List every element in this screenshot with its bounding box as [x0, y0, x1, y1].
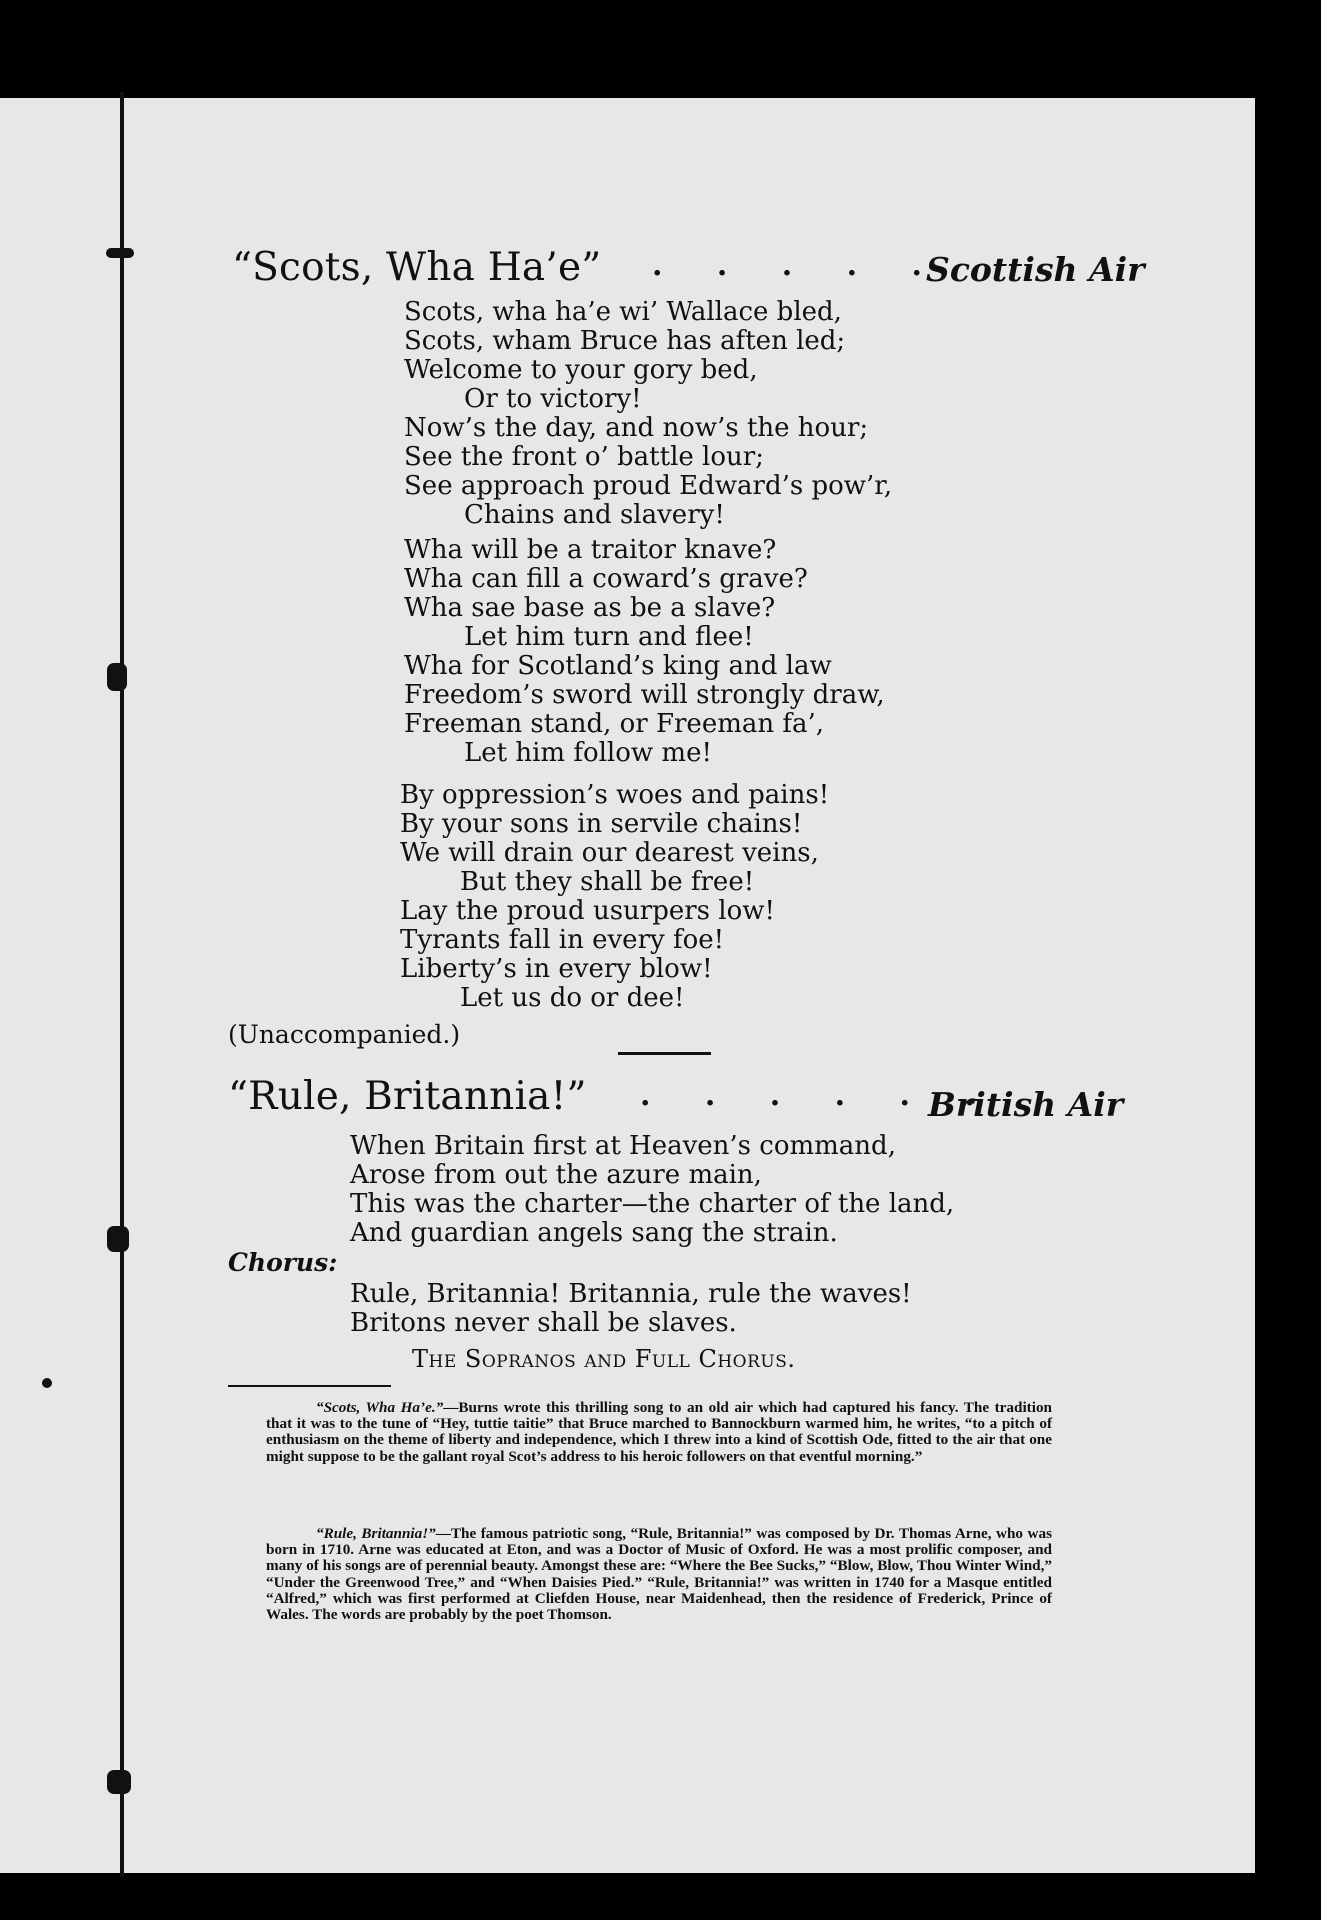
verse-line: Wha sae base as be a slave? — [404, 593, 776, 623]
leader-dots: . . . . . . — [640, 1078, 997, 1113]
footnote-rule — [228, 1385, 391, 1387]
footnote-title: “Rule, Britannia!” — [316, 1525, 436, 1542]
footnote — [266, 1526, 1052, 1623]
verse-line: Chains and slavery! — [464, 500, 725, 530]
chorus-line: Rule, Britannia! Britannia, rule the waves! — [350, 1279, 912, 1309]
verse-line: When Britain first at Heaven’s command, — [350, 1131, 896, 1161]
binding-staple — [106, 248, 134, 258]
footnote — [266, 1400, 1052, 1465]
binding-staple — [107, 663, 127, 691]
footnote-text: —The famous patriotic song, “Rule, Britannia!” was composed by Dr. Thomas Arne, who was born in 1710. Arne was educated at Eton, and was a Doctor of Music of Oxford. He was a most prolific composer, and many of his songs are of perennial beauty. Amongst these are: “Where the Bee Sucks,” “Blow, Blow, Thou Winter Wind,” “Under the Greenwood Tree,” and “When Daisies Pied.” “Rule, Britannia!” was written in 1740 for a Masque entitled “Alfred,” which was first performed at Cliefden House, near Maidenhead, then the residence of Frederick, Prince of Wales. The words are probably by the poet Thomson. — [266, 1525, 1052, 1624]
verse-line: Scots, wham Bruce has aften led; — [404, 326, 846, 356]
verse-line: Arose from out the azure main, — [350, 1160, 762, 1190]
section-divider — [618, 1052, 711, 1055]
binding-staple — [107, 1770, 131, 1794]
verse-line: By your sons in servile chains! — [400, 809, 803, 839]
song-title: “Scots, Wha Ha’e” — [232, 245, 602, 290]
verse-line: Let us do or dee! — [460, 983, 685, 1013]
performers-credit: The Sopranos and Full Chorus. — [412, 1345, 796, 1373]
verse-line: Freeman stand, or Freeman fa’, — [404, 709, 825, 739]
binding-line — [120, 92, 124, 1877]
verse-line: See the front o’ battle lour; — [404, 442, 764, 472]
verse-line: Liberty’s in every blow! — [400, 954, 713, 984]
verse-line: Now’s the day, and now’s the hour; — [404, 413, 869, 443]
verse-line: Let him follow me! — [464, 738, 712, 768]
song-title: “Rule, Britannia!” — [228, 1074, 587, 1119]
verse-line: By oppression’s woes and pains! — [400, 780, 830, 810]
verse-line: Scots, wha ha’e wi’ Wallace bled, — [404, 297, 842, 327]
verse-line: This was the charter—the charter of the land, — [350, 1189, 955, 1219]
leader-dots: . . . . . — [652, 248, 944, 283]
verse-line: Wha will be a traitor knave? — [404, 535, 777, 565]
song-air: British Air — [928, 1085, 1124, 1124]
verse-line: See approach proud Edward’s pow’r, — [404, 471, 893, 501]
verse-line: And guardian angels sang the strain. — [350, 1218, 838, 1248]
verse-line: We will drain our dearest veins, — [400, 838, 819, 868]
footnote-title: “Scots, Wha Ha’e.” — [316, 1399, 444, 1416]
verse-line: Wha can fill a coward’s grave? — [404, 564, 808, 594]
footnote-text: —Burns wrote this thrilling song to an old air which had captured his fancy. The tradition that it was to the tune of “Hey, tuttie taitie” that Bruce marched to Bannockburn warmed him, he writes, “to a pitch of enthusiasm on the theme of liberty and independence, which I threw into a kind of Scottish Ode, fitted to the air that one might suppose to be the gallant royal Scot’s address to his heroic followers on that eventful morning.” — [266, 1399, 1052, 1465]
verse-line: Wha for Scotland’s king and law — [404, 651, 832, 681]
verse-line: Let him turn and flee! — [464, 622, 754, 652]
verse-line: Welcome to your gory bed, — [404, 355, 758, 385]
verse-line: Lay the proud usurpers low! — [400, 896, 775, 926]
verse-line: But they shall be free! — [460, 867, 755, 897]
song-air: Scottish Air — [926, 250, 1145, 289]
verse-line: Freedom’s sword will strongly draw, — [404, 680, 885, 710]
program-page — [0, 98, 1255, 1873]
verse-line: Tyrants fall in every foe! — [400, 925, 725, 955]
verse-line: Or to victory! — [464, 384, 642, 414]
binding-staple — [107, 1226, 129, 1252]
chorus-line: Britons never shall be slaves. — [350, 1308, 737, 1338]
ink-dot — [42, 1378, 52, 1388]
chorus-label: Chorus: — [228, 1248, 338, 1277]
performance-note: (Unaccompanied.) — [228, 1020, 461, 1049]
